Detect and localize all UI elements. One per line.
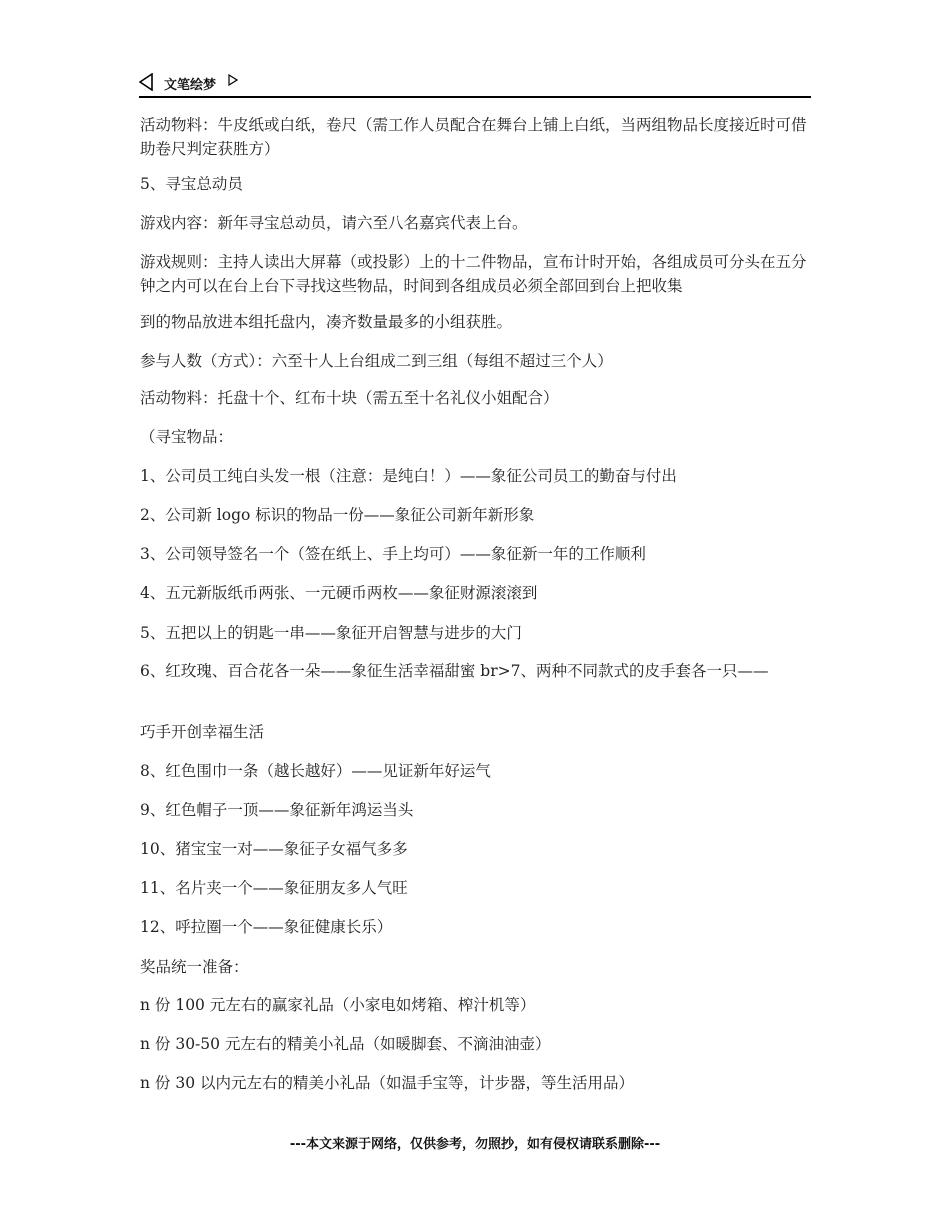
list-item: 3、公司领导签名一个（签在纸上、手上均可）——象征新一年的工作顺利 (140, 545, 646, 563)
prize-item: n 份 100 元左右的赢家礼品（小家电如烤箱、榨汁机等） (140, 996, 536, 1014)
paragraph: 活动物料：托盘十个、红布十块（需五至十名礼仪小姐配合） (140, 389, 559, 407)
paragraph: 参与人数（方式）：六至十人上台组成二到三组（每组不超过三个人） (140, 352, 613, 370)
list-item: 5、五把以上的钥匙一串——象征开启智慧与进步的大门 (140, 624, 522, 642)
list-item: 6、红玫瑰、百合花各一朵——象征生活幸福甜蜜 br>7、两种不同款式的皮手套各一只—— (140, 662, 769, 680)
list-item: 11、名片夹一个——象征朋友多人气旺 (140, 879, 408, 897)
paragraph: 奖品统一准备： (140, 958, 249, 976)
list-item: 10、猪宝宝一对——象征子女福气多多 (140, 840, 408, 858)
list-item: 1、公司员工纯白头发一根（注意：是纯白！）——象征公司员工的勤奋与付出 (140, 467, 677, 485)
paragraph: 到的物品放进本组托盘内，凑齐数量最多的小组获胜。 (140, 313, 513, 331)
paragraph: 游戏内容：新年寻宝总动员，请六至八名嘉宾代表上台。 (140, 214, 528, 232)
list-item: 4、五元新版纸币两张、一元硬币两枚——象征财源滚滚到 (140, 584, 538, 602)
page-header (139, 70, 811, 98)
list-item: 9、红色帽子一顶——象征新年鸿运当头 (140, 801, 414, 819)
paragraph: 活动物料：牛皮纸或白纸，卷尺（需工作人员配合在舞台上铺上白纸，当两组物品长度接近时可借助卷尺判定获胜方） (140, 116, 807, 158)
prize-item: n 份 30 以内元左右的精美小礼品（如温手宝等，计步器，等生活用品） (140, 1074, 634, 1092)
paragraph: 游戏规则：主持人读出大屏幕（或投影）上的十二件物品，宣布计时开始，各组成员可分头在五分钟之内可以在台上台下寻找这些物品，时间到各组成员必须全部回到台上把收集 (140, 253, 807, 295)
prize-item: n 份 30-50 元左右的精美小礼品（如暖脚套、不滴油油壶） (140, 1035, 551, 1053)
triangle-left-icon (139, 73, 153, 91)
list-item: 2、公司新 logo 标识的物品一份——象征公司新年新形象 (140, 506, 535, 524)
list-item: 8、红色围巾一条（越长越好）——见证新年好运气 (140, 762, 491, 780)
header-title: 文笔绘梦 (164, 78, 217, 93)
paragraph: （寻宝物品： (140, 428, 234, 446)
paragraph: 巧手开创幸福生活 (140, 723, 265, 741)
footer-disclaimer: ---本文来源于网络，仅供参考，勿照抄，如有侵权请联系删除--- (289, 1137, 661, 1152)
triangle-right-icon (228, 74, 238, 86)
list-item: 12、呼拉圈一个——象征健康长乐） (140, 918, 393, 936)
section-heading: 5、寻宝总动员 (140, 175, 243, 193)
